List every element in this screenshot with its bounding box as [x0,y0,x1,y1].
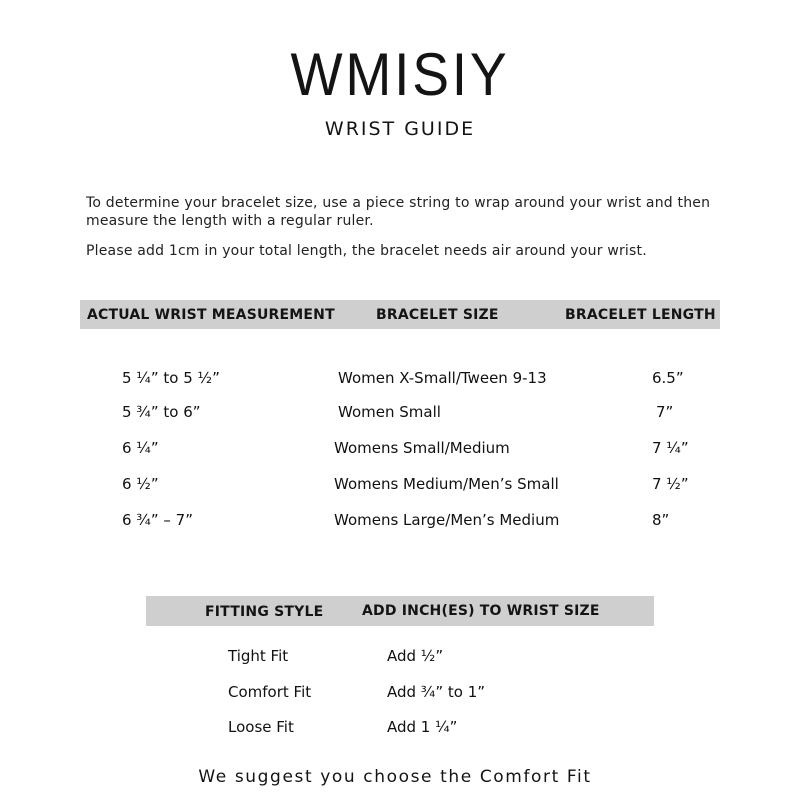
bracelet-length-cell: 7 ½” [652,475,689,493]
wrist-measurement-cell: 6 ¾” – 7” [122,511,193,529]
bracelet-size-cell: Womens Small/Medium [334,439,510,457]
bracelet-length-cell: 7” [656,403,674,421]
suggestion-text: We suggest you choose the Comfort Fit [198,767,592,787]
fit-add-cell: Add ¾” to 1” [387,683,486,701]
intro-note: Please add 1cm in your total length, the bracelet needs air around your wrist. [86,243,647,259]
bracelet-size-cell: Womens Medium/Men’s Small [334,475,559,493]
header-bracelet-length: BRACELET LENGTH [565,307,716,323]
bracelet-length-cell: 7 ¼” [652,439,689,457]
header-add-inches: ADD INCH(ES) TO WRIST SIZE [362,603,600,619]
fit-style-cell: Loose Fit [228,718,294,736]
fit-add-cell: Add 1 ¼” [387,718,458,736]
bracelet-size-cell: Women X-Small/Tween 9-13 [338,369,547,387]
fit-add-cell: Add ½” [387,647,444,665]
wrist-measurement-cell: 6 ½” [122,475,159,493]
bracelet-length-cell: 8” [652,511,670,529]
wrist-measurement-cell: 5 ¼” to 5 ½” [122,369,220,387]
header-fitting-style: FITTING STYLE [205,604,324,620]
wrist-measurement-cell: 5 ¾” to 6” [122,403,201,421]
header-wrist-measurement: ACTUAL WRIST MEASUREMENT [87,307,335,323]
wrist-measurement-cell: 6 ¼” [122,439,159,457]
bracelet-size-cell: Womens Large/Men’s Medium [334,511,560,529]
brand-logo: WMISIY [290,41,510,108]
bracelet-size-cell: Women Small [338,403,441,421]
fit-style-cell: Tight Fit [228,647,289,665]
intro-instructions: To determine your bracelet size, use a piece string to wrap around your wrist and then measure the length with a regular ruler. [86,195,711,229]
bracelet-length-cell: 6.5” [652,369,684,387]
page-subtitle: WRIST GUIDE [324,118,476,140]
fit-style-cell: Comfort Fit [228,683,312,701]
header-bracelet-size: BRACELET SIZE [376,307,499,323]
